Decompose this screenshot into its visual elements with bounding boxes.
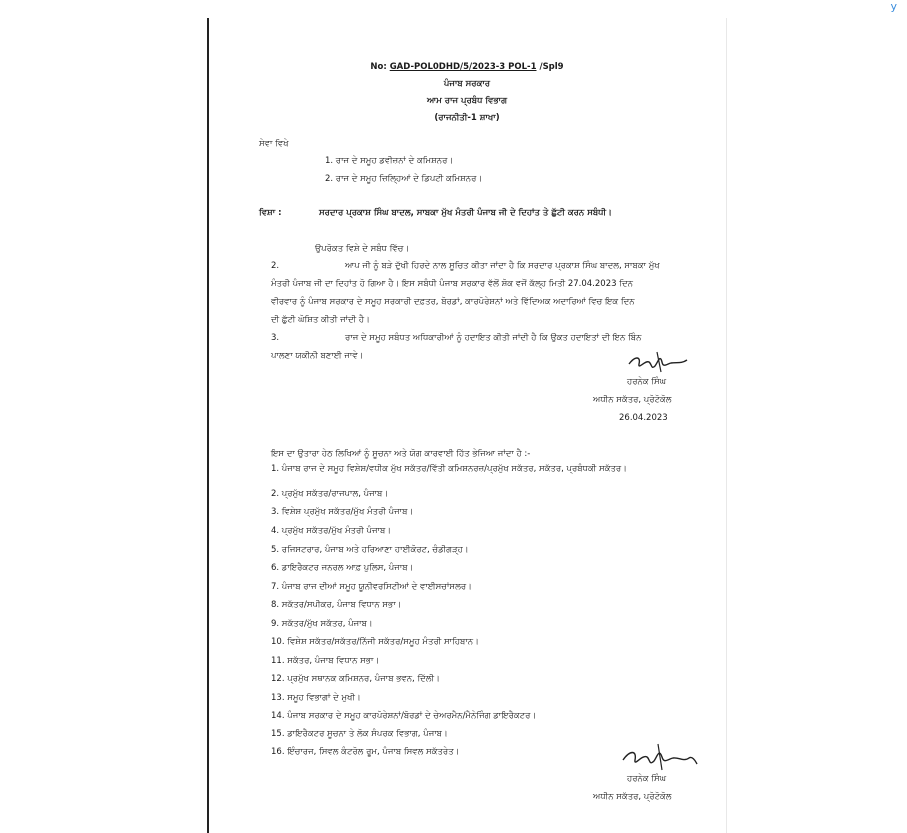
para2-first-line: ਆਪ ਜੀ ਨੂੰ ਬੜੇ ਦੁੱਖੀ ਹਿਰਦੇ ਨਾਲ ਸੂਚਿਤ ਕੀਤਾ ਜਾਂਦਾ ਹੈ ਕਿ ਸਰਦਾਰ ਪ੍ਰਕਾਸ਼ ਸਿੰਘ ਬਾਦਲ, ਸਾਬਕਾ ਮੁੱਖ (345, 261, 660, 271)
list-item: 10. ਵਿਸ਼ੇਸ਼ ਸਕੱਤਰ/ਸਕੱਤਰ/ਨਿੱਜੀ ਸਕੱਤਰ/ਸਮੂਹ ਮੰਤਰੀ ਸਾਹਿਬਾਨ। (271, 637, 479, 647)
list-item: 3. ਵਿਸ਼ੇਸ਼ ਪ੍ਰਮੁੱਖ ਸਕੱਤਰ/ਮੁੱਖ ਮੰਤਰੀ ਪੰਜਾਬ। (271, 507, 414, 517)
para3-number: 3. (271, 333, 280, 343)
para2-number: 2. (271, 261, 280, 271)
para2-line: ਵੀਰਵਾਰ ਨੂੰ ਪੰਜਾਬ ਸਰਕਾਰ ਦੇ ਸਮੂਹ ਸਰਕਾਰੀ ਦਫ਼ਤਰ, ਬੋਰਡਾਂ, ਕਾਰਪੋਰੇਸ਼ਨਾਂ ਅਤੇ ਵਿੱਦਿਅਕ ਅਦਾਰਿਆਂ ਵਿਚ ਇਕ ਦਿਨ (271, 297, 635, 307)
signature-2-designation: ਅਧੀਨ ਸਕੱਤਰ, ਪ੍ਰੋਟੋਕੋਲ (593, 792, 672, 802)
list-item: 9. ਸਕੱਤਰ/ਮੁੱਖ ਸਕੱਤਰ, ਪੰਜਾਬ। (271, 619, 373, 629)
list-item: 16. ਇੰਚਾਰਜ, ਸਿਵਲ ਕੰਟਰੋਲ ਰੂਮ, ਪੰਜਾਬ ਸਿਵਲ ਸਕੱਤਰੇਤ। (271, 747, 460, 757)
list-item: 12. ਪ੍ਰਮੁੱਖ ਸਥਾਨਕ ਕਮਿਸ਼ਨਰ, ਪੰਜਾਬ ਭਵਨ, ਦਿੱਲੀ। (271, 674, 440, 684)
header-department: ਆਮ ਰਾਜ ਪ੍ਰਬੰਧ ਵਿਭਾਗ (427, 96, 507, 106)
list-item: 8. ਸਕੱਤਰ/ਸਪੀਕਰ, ਪੰਜਾਬ ਵਿਧਾਨ ਸਭਾ। (271, 600, 402, 610)
header-government: ਪੰਜਾਬ ਸਰਕਾਰ (443, 79, 491, 89)
list-item: 1. ਪੰਜਾਬ ਰਾਜ ਦੇ ਸਮੂਹ ਵਿਸ਼ੇਸ਼/ਵਧੀਕ ਮੁੱਖ ਸਕੱਤਰ/ਵਿੱਤੀ ਕਮਿਸ਼ਨਰਜ਼/ਪ੍ਰਮੁੱਖ ਸਕੱਤਰ, ਸਕੱਤਰ, ਪ੍ਰਬੰਧਕੀ ਸਕੱਤਰ। (271, 464, 627, 474)
para2-line: ਮੰਤਰੀ ਪੰਜਾਬ ਜੀ ਦਾ ਦਿਹਾਂਤ ਹੋ ਗਿਆ ਹੈ। ਇਸ ਸਬੰਧੀ ਪੰਜਾਬ ਸਰਕਾਰ ਵੱਲੋਂ ਸ਼ੋਕ ਵਜੋਂ ਕੱਲ੍ਹ ਮਿਤੀ 27.04.2023 ਦਿਨ (271, 279, 633, 289)
signature-2-name: ਹਰਨੇਕ ਸਿੰਘ (627, 774, 667, 784)
corner-mark: y (890, 0, 897, 13)
body-intro: ਉਪਰੋਕਤ ਵਿਸ਼ੇ ਦੇ ਸਬੰਧ ਵਿੱਚ। (315, 244, 410, 254)
list-item: 2. ਪ੍ਰਮੁੱਖ ਸਕੱਤਰ/ਰਾਜਪਾਲ, ਪੰਜਾਬ। (271, 489, 389, 499)
list-item: 14. ਪੰਜਾਬ ਸਰਕਾਰ ਦੇ ਸਮੂਹ ਕਾਰਪੋਰੇਸ਼ਨਾਂ/ਬੋਰਡਾਂ ਦੇ ਚੇਅਰਮੈਨ/ਮੈਨੇਜਿੰਗ ਡਾਇਰੈਕਟਰ। (271, 711, 537, 721)
para2-line: ਦੀ ਛੁੱਟੀ ਘੋਸ਼ਿਤ ਕੀਤੀ ਜਾਂਦੀ ਹੈ। (271, 315, 370, 325)
addressee-heading: ਸੇਵਾ ਵਿਖੇ (259, 139, 289, 149)
document-page (207, 18, 725, 833)
signature-1-mark (627, 348, 689, 376)
para3-line: ਪਾਲਣਾ ਯਕੀਨੀ ਬਣਾਈ ਜਾਵੇ। (271, 351, 364, 361)
signature-1-name: ਹਰਨੇਕ ਸਿੰਘ (627, 377, 667, 387)
list-item: 7. ਪੰਜਾਬ ਰਾਜ ਦੀਆਂ ਸਮੂਹ ਯੂਨੀਵਰਸਿਟੀਆਂ ਦੇ ਵਾਈਸਚਾਂਸਲਰ। (271, 582, 472, 592)
list-item: 11. ਸਕੱਤਰ, ਪੰਜਾਬ ਵਿਧਾਨ ਸਭਾ। (271, 656, 380, 666)
signature-2-mark (621, 740, 699, 774)
list-item: 6. ਡਾਇਰੈਕਟਰ ਜਨਰਲ ਆਫ਼ ਪੁਲਿਸ, ਪੰਜਾਬ। (271, 563, 414, 573)
subject-text: ਸਰਦਾਰ ਪ੍ਰਕਾਸ਼ ਸਿੰਘ ਬਾਦਲ, ਸਾਬਕਾ ਮੁੱਖ ਮੰਤਰੀ ਪੰਜਾਬ ਜੀ ਦੇ ਦਿਹਾਂਤ ਤੇ ਛੁੱਟੀ ਕਰਨ ਸਬੰਧੀ। (319, 208, 612, 218)
list-item: 13. ਸਮੂਹ ਵਿਭਾਗਾਂ ਦੇ ਮੁਖੀ। (271, 693, 361, 703)
signature-1-date: 26.04.2023 (619, 413, 668, 423)
para3-first-line: ਰਾਜ ਦੇ ਸਮੂਹ ਸਬੰਧਤ ਅਧਿਕਾਰੀਆਂ ਨੂੰ ਹਦਾਇਤ ਕੀਤੀ ਜਾਂਦੀ ਹੈ ਕਿ ਉਕਤ ਹਦਾਇਤਾਂ ਦੀ ਇਨ ਬਿੰਨ (345, 333, 642, 343)
list-item: 15. ਡਾਇਰੈਕਟਰ ਸੂਚਨਾ ਤੇ ਲੋਕ ਸੰਪਰਕ ਵਿਭਾਗ, ਪੰਜਾਬ। (271, 729, 448, 739)
letter-number (209, 62, 725, 73)
addressee-item: 1. ਰਾਜ ਦੇ ਸਮੂਹ ਡਵੀਜ਼ਨਾਂ ਦੇ ਕਮਿਸ਼ਨਰ। (325, 156, 454, 166)
letter-number-label: No: (370, 62, 390, 72)
signature-1-designation: ਅਧੀਨ ਸਕੱਤਰ, ਪ੍ਰੋਟੋਕੋਲ (593, 395, 672, 405)
list-item: 4. ਪ੍ਰਮੁੱਖ ਸਕੱਤਰ/ਮੁੱਖ ਮੰਤਰੀ ਪੰਜਾਬ। (271, 526, 392, 536)
letter-number-suffix: /Spl9 (536, 62, 564, 72)
letter-number-value: GAD-POL0DHD/5/2023-3 POL-1 (389, 62, 537, 72)
header-branch: (ਰਾਜਨੀਤੀ-1 ਸ਼ਾਖਾ) (434, 113, 500, 123)
list-item: 5. ਰਜਿਸਟਰਾਰ, ਪੰਜਾਬ ਅਤੇ ਹਰਿਆਣਾ ਹਾਈਕੋਰਟ, ਚੰਡੀਗੜ੍ਹ। (271, 545, 469, 555)
subject-label: ਵਿਸ਼ਾ : (259, 208, 282, 218)
addressee-item: 2. ਰਾਜ ਦੇ ਸਮੂਹ ਜ਼ਿਲ੍ਹਿਆਂ ਦੇ ਡਿਪਟੀ ਕਮਿਸ਼ਨਰ। (325, 174, 483, 184)
copy-to-intro: ਇਸ ਦਾ ਉਤਾਰਾ ਹੇਠ ਲਿਖਿਆਂ ਨੂੰ ਸੂਚਨਾ ਅਤੇ ਯੋਗ ਕਾਰਵਾਈ ਹਿੱਤ ਭੇਜਿਆ ਜਾਂਦਾ ਹੈ :- (271, 449, 531, 459)
